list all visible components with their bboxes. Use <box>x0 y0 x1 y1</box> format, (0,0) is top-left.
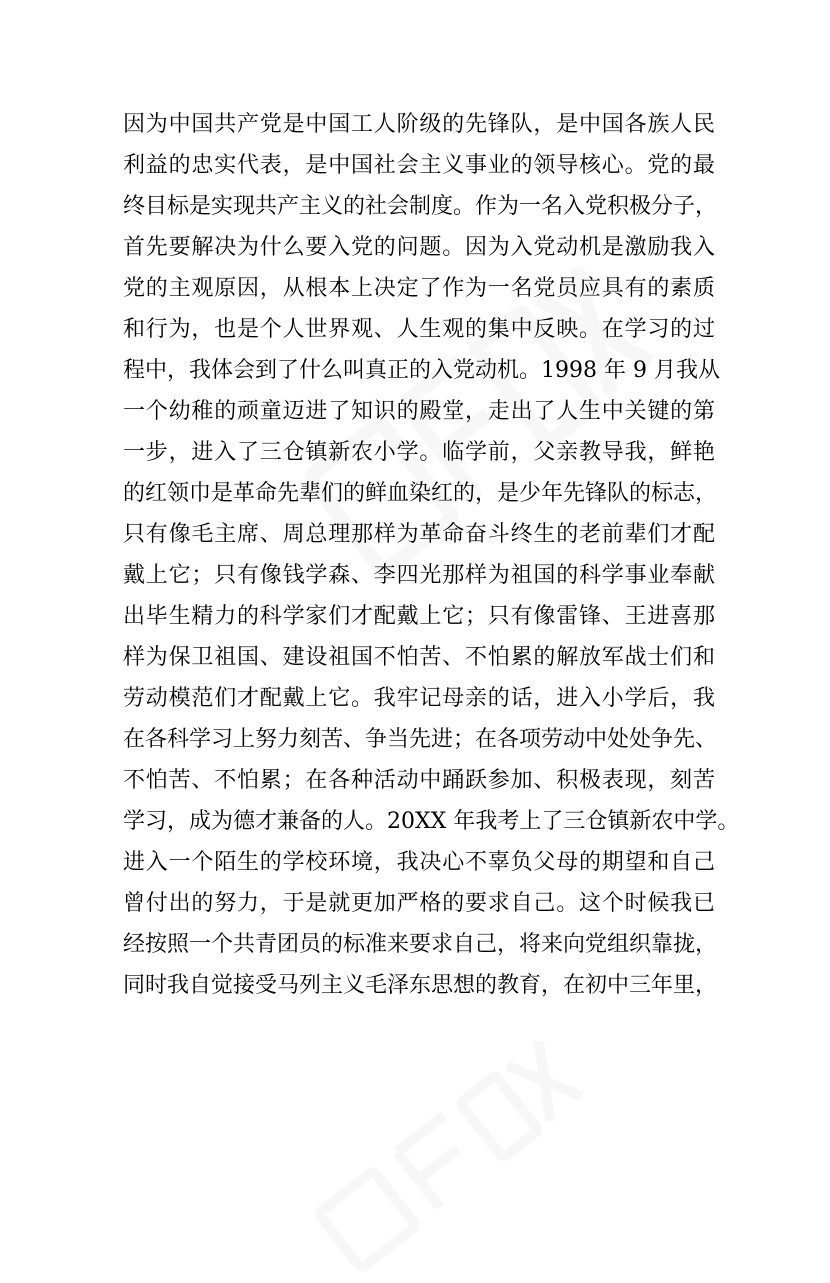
text-line: 的红领巾是革命先辈们的鲜血染红的，是少年先锋队的标志， <box>123 481 718 506</box>
text-line: 戴上它；只有像钱学森、李四光那样为祖国的科学事业奉献 <box>123 563 715 588</box>
body-paragraph <box>123 104 740 1006</box>
text-line: 因为中国共产党是中国工人阶级的先锋队，是中国各族人民 <box>123 112 715 137</box>
text-line: 一步，进入了三仓镇新农小学。临学前，父亲教导我，鲜艳 <box>123 440 715 465</box>
text-line: 程中，我体会到了什么叫真正的入党动机。1998 年 9 月我从 <box>123 358 720 383</box>
text-line: 首先要解决为什么要入党的问题。因为入党动机是激励我入 <box>123 235 715 260</box>
text-line: 样为保卫祖国、建设祖国不怕苦、不怕累的解放军战士们和 <box>123 645 715 670</box>
text-line: 只有像毛主席、周总理那样为革命奋斗终生的老前辈们才配 <box>123 522 715 547</box>
text-line: 和行为，也是个人世界观、人生观的集中反映。在学习的过 <box>123 317 715 342</box>
text-line: 经按照一个共青团员的标准来要求自己，将来向党组织靠拢， <box>123 932 718 957</box>
text-line: 不怕苦、不怕累；在各种活动中踊跃参加、积极表现，刻苦 <box>123 768 715 793</box>
text-line: 进入一个陌生的学校环境，我决心不辜负父母的期望和自己 <box>123 850 715 875</box>
text-line: 终目标是实现共产主义的社会制度。作为一名入党积极分子， <box>123 194 718 219</box>
text-line: 一个幼稚的顽童迈进了知识的殿堂，走出了人生中关键的第 <box>123 399 715 424</box>
watermark-logo-bottom <box>304 1027 596 1283</box>
text-line: 曾付出的努力，于是就更加严格的要求自己。这个时候我已 <box>123 891 715 916</box>
text-line: 在各科学习上努力刻苦、争当先进；在各项劳动中处处争先、 <box>123 727 718 752</box>
text-line: 学习，成为德才兼备的人。20XX 年我考上了三仓镇新农中学。 <box>123 809 740 834</box>
text-line: 党的主观原因，从根本上决定了作为一名党员应具有的素质 <box>123 276 715 301</box>
text-line: 同时我自觉接受马列主义毛泽东思想的教育，在初中三年里， <box>123 973 718 998</box>
text-line: 劳动模范们才配戴上它。我牢记母亲的话，进入小学后，我 <box>123 686 715 711</box>
text-line: 出毕生精力的科学家们才配戴上它；只有像雷锋、王进喜那 <box>123 604 715 629</box>
text-line: 利益的忠实代表，是中国社会主义事业的领导核心。党的最 <box>123 153 715 178</box>
